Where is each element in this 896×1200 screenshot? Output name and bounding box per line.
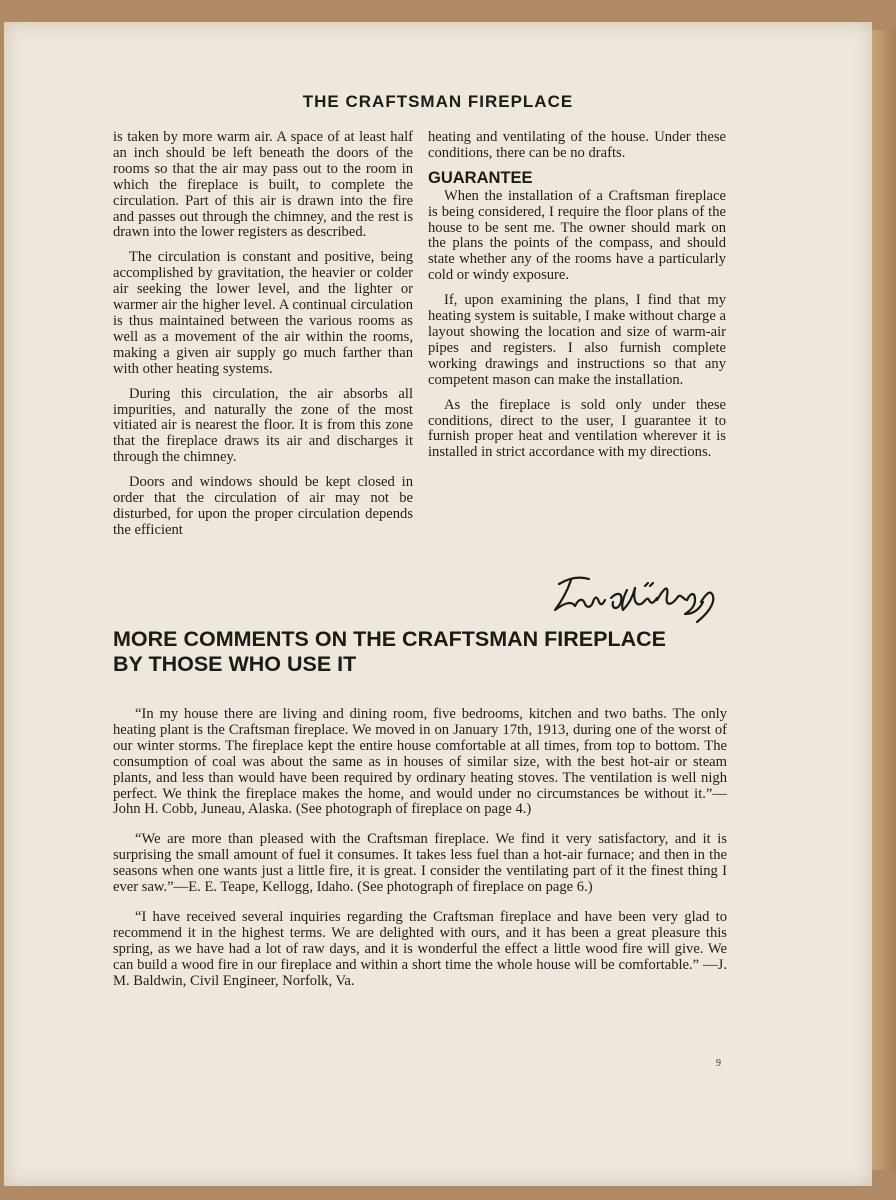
left-paragraph-4: Doors and windows should be kept closed in order that the circulation of air may not be disturbed, for upon the proper circulation depends the efficient: [113, 474, 413, 538]
right-paragraph-0: heating and ventilating of the house. Under these conditions, there can be no drafts.: [428, 129, 726, 161]
document-page: [4, 22, 872, 1186]
guarantee-paragraph-2: If, upon examining the plans, I find that my heating system is suitable, I make without charge a layout showing the location and size of warm-air pipes and registers. I also furnish complete working drawings and instructions so that any competent mason can make the installation.: [428, 292, 726, 388]
comments-title-line-2: BY THOSE WHO USE IT: [113, 652, 357, 676]
testimonial-teape: “We are more than pleased with the Craftsman fireplace. We find it very satisfactory, and it is surprising the small amount of fuel it consumes. It takes less fuel than a hot-air furnace; and then in the seasons when one wants just a little fire, it is great. I consider the ventilating part of it the finest thing I ever saw.”—E. E. Teape, Kellogg, Idaho. (See photograph of fireplace on page 6.): [113, 831, 727, 896]
right-column: [428, 130, 726, 470]
page-number: 9: [716, 1058, 721, 1069]
running-header: THE CRAFTSMAN FIREPLACE: [302, 92, 574, 111]
left-column: [113, 130, 413, 548]
guarantee-paragraph-3: As the fireplace is sold only under these conditions, direct to the user, I guarantee it to furnish proper heat and ventilation wherever it is installed in strict accordance with my directions.: [428, 396, 726, 461]
left-paragraph-3: During this circulation, the air absorbs all impurities, and naturally the zone of the most vitiated air is nearest the floor. It is from this zone that the fireplace draws its air and discharges it through the chimney.: [113, 385, 413, 466]
testimonial-baldwin: “I have received several inquiries regarding the Craftsman fireplace and have been very glad to recommend it in the highest terms. We are delighted with ours, and it has been a great pleasure this spring, as we have had a lot of raw days, and it is wonderful the effect a little wood fire will give. We can build a wood fire in our fireplace and within a short time the whole house will be comfortable.” —J. M. Baldwin, Civil Engineer, Norfolk, Va.: [113, 908, 727, 989]
signature-image: [549, 570, 729, 626]
left-paragraph-2: The circulation is constant and positive, being accomplished by gravitation, the heavier or colder air seeking the lower level, and the lighter or warmer air the higher level. A continual circulation is thus maintained between the various rooms as well as a movement of the air within the rooms, making a given air supply go much farther than with other heating systems.: [113, 249, 413, 377]
testimonial-cobb: “In my house there are living and dining room, five bedrooms, kitchen and two baths. The only heating plant is the Craftsman fireplace. We moved in on January 17th, 1913, during one of the worst of our winter storms. The fireplace kept the entire house comfortable at all times, from top to bottom. The consumption of coal was about the same as in houses of similar size, with the best hot-air or steam plants, and less than would have been required by ordinary heating stoves. The ventilation is well nigh perfect. We think the fireplace makes the home, and would under no circumstances be without it.”—John H. Cobb, Juneau, Alaska. (See photograph of fireplace on page 4.): [113, 706, 727, 818]
page-edge-shadow: [872, 30, 896, 1170]
comments-title: [113, 627, 753, 677]
left-paragraph-1: is taken by more warm air. A space of at least half an inch should be left beneath the doors of the rooms so that the air may pass out to the room in which the fireplace is built, to complete the circulation. Part of this air is drawn into the fire and passes out through the chimney, and the rest is drawn into the lower registers as described.: [113, 129, 413, 241]
guarantee-heading: GUARANTEE: [428, 168, 533, 187]
testimonials: [113, 707, 727, 1004]
guarantee-paragraph-1: When the installation of a Craftsman fireplace is being considered, I require the floor plans of the house to be sent me. The owner should mark on the plans the points of the compass, and should state whether any of the rooms have a particularly cold or windy exposure.: [428, 187, 726, 284]
comments-title-line-1: MORE COMMENTS ON THE CRAFTSMAN FIREPLACE: [113, 627, 667, 651]
